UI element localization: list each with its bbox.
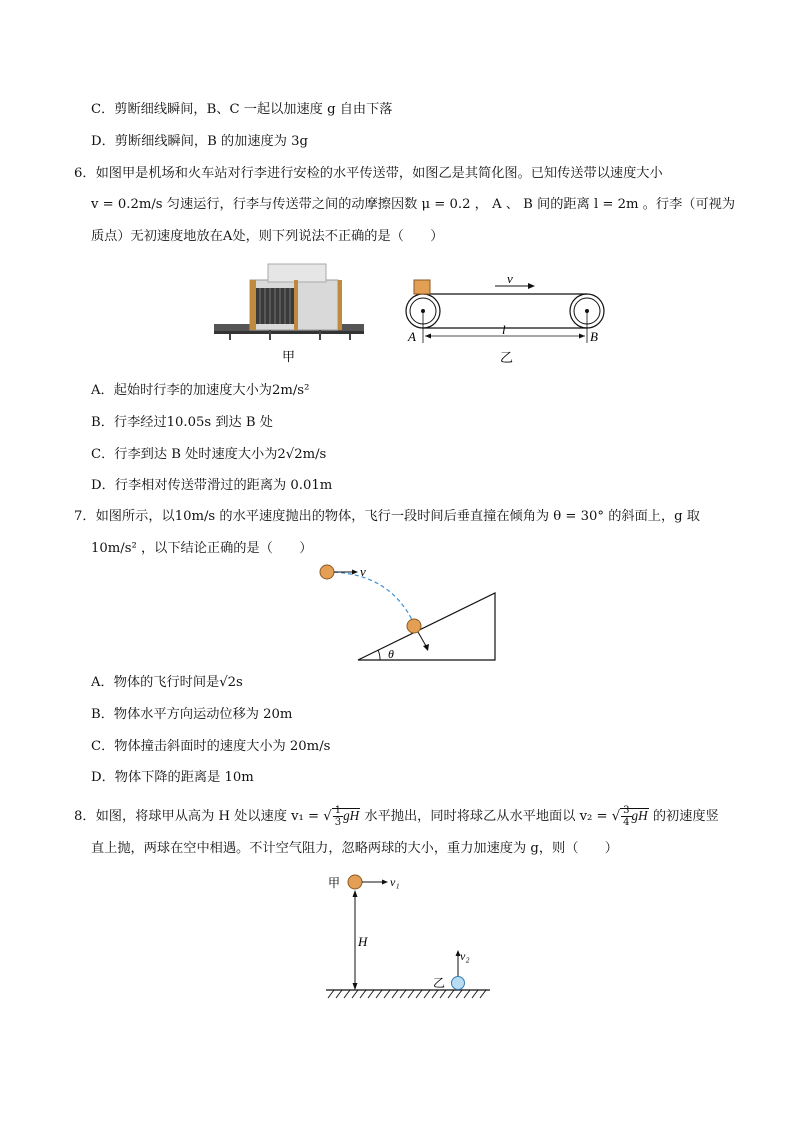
fig-label-l: l <box>502 322 506 337</box>
q6-stem-line2: v = 0.2m/s 匀速运行，行李与传送带之间的动摩擦因数 μ = 0.2 ， A 、 B 间的距离 l = 2m 。行李（可视为 <box>91 197 736 212</box>
q8-sqrt-2: √ $\frac{3}{4}$ gH <box>611 805 648 828</box>
q8-text-post: 的初速度竖 <box>652 809 719 824</box>
q8-stem-line1 <box>74 805 719 828</box>
q8-frac2-num: 3 <box>623 805 630 816</box>
q6-stem-line1: 6．如图甲是机场和火车站对行李进行安检的水平传送带，如图乙是其简化图。已知传送带以速度大小 <box>74 166 663 181</box>
q6-option-c-value: 2√2m/s <box>277 447 327 462</box>
fig-label-yi: 乙 <box>500 351 514 366</box>
q6-option-b: B．行李经过10.05s 到达 B 处 <box>91 415 273 430</box>
q8-frac1-num: 1 <box>334 805 342 816</box>
q6-option-d: D．行李相对传送带滑过的距离为 0.01m <box>91 478 333 493</box>
q6-option-c-text: C．行李到达 B 处时速度大小为 <box>91 447 278 462</box>
two-balls-diagram <box>320 868 500 1000</box>
q7-option-a-value: √2s <box>219 675 243 690</box>
q6-option-a: A．起始时行李的加速度大小为2m/s² <box>91 383 310 398</box>
q8-sqrt-1: √ $\frac{1}{3}$ gH <box>323 805 360 828</box>
fig-label-yi: 乙 <box>433 976 446 990</box>
q7-stem-line1: 7．如图所示，以10m/s 的水平速度抛出的物体，飞行一段时间后垂直撞在倾角为 θ = 30° 的斜面上，g 取 <box>74 509 700 524</box>
q6-option-c <box>91 446 326 464</box>
q7-option-a-text: A．物体的飞行时间是 <box>91 675 220 690</box>
impact-ball <box>407 619 421 633</box>
fig-label-H: H <box>358 934 368 949</box>
fig-label-v: v <box>507 271 513 286</box>
q8-gh-1: gH <box>343 808 360 823</box>
q7-option-d: D．物体下降的距离是 10m <box>91 770 254 785</box>
fig-label-theta: θ <box>388 647 394 661</box>
fig-label-jia: 甲 <box>328 876 341 890</box>
ball-jia <box>348 875 362 889</box>
q8-frac2-den: 4 <box>623 817 630 828</box>
q7-option-b: B．物体水平方向运动位移为 20m <box>91 707 293 722</box>
fig-label-jia: 甲 <box>282 350 296 363</box>
q6-stem-line3: 质点）无初速度地放在A处，则下列说法不正确的是（ ） <box>91 229 444 244</box>
projectile-incline-diagram <box>310 560 510 666</box>
start-ball <box>320 565 334 579</box>
q7-option-c: C．物体撞击斜面时的速度大小为 20m/s <box>91 739 331 754</box>
q8-text-pre: 8．如图，将球甲从高为 H 处以速度 v₁ = <box>74 809 320 824</box>
q8-stem-line2: 直上抛，两球在空中相遇。不计空气阻力，忽略两球的大小，重力加速度为 g，则（ ） <box>91 841 618 856</box>
ball-yi <box>452 977 465 990</box>
fig-label-v: v <box>360 564 366 579</box>
fig-label-v1: v₁ <box>390 875 400 889</box>
q7-option-a <box>91 674 243 692</box>
fig-label-v2: v₂ <box>460 949 470 963</box>
fig-label-B: B <box>590 329 598 344</box>
q5-option-d: D．剪断细线瞬间，B 的加速度为 3g <box>91 134 308 149</box>
q7-stem-line2: 10m/s² ，以下结论正确的是（ ） <box>91 541 313 556</box>
q5-option-c: C．剪断细线瞬间，B、C 一起以加速度 g 自由下落 <box>91 102 393 117</box>
q8-frac1-den: 3 <box>334 817 342 828</box>
luggage-box <box>414 280 430 294</box>
q8-gh-2: gH <box>631 808 648 823</box>
conveyor-diagram <box>400 268 610 368</box>
q8-text-mid: 水平抛出，同时将球乙从水平地面以 v₂ = <box>364 809 608 824</box>
xray-scanner-image <box>210 258 370 363</box>
fig-label-A: A <box>408 329 416 344</box>
